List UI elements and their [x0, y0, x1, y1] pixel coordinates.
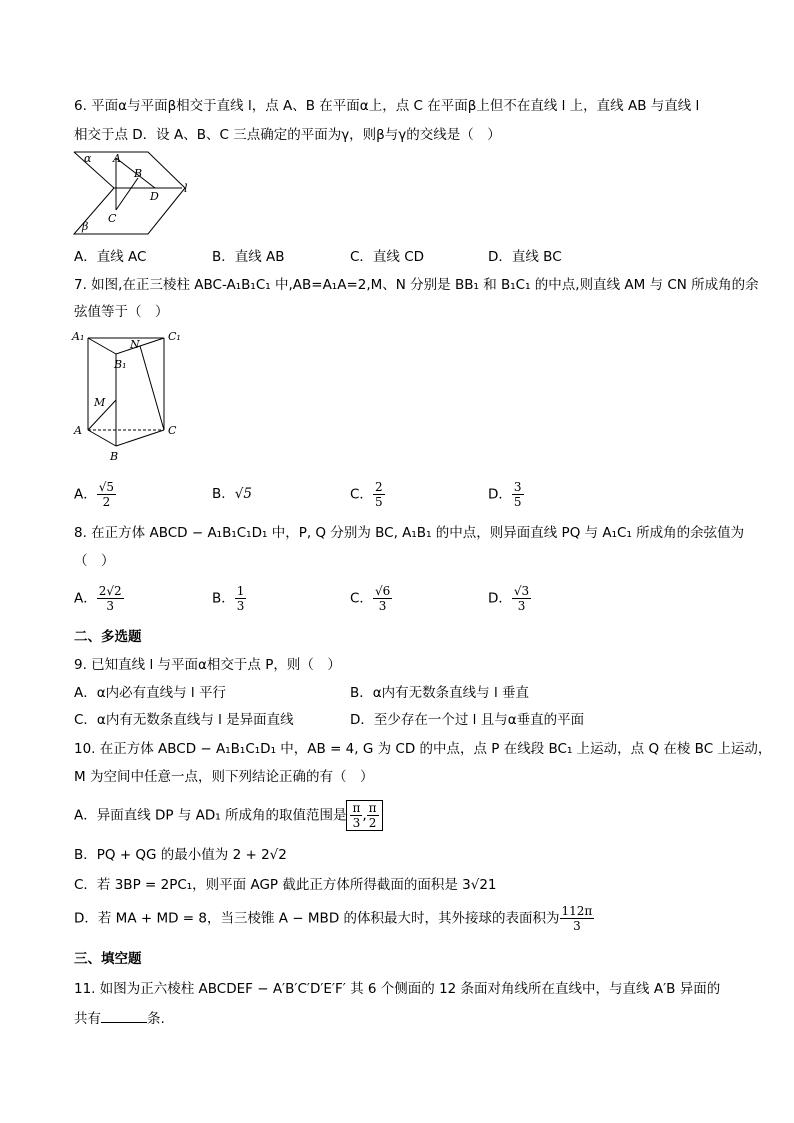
q8-option-a: A． $\frac{2√2}{3}$ — [74, 584, 122, 613]
label-l: l — [184, 182, 188, 195]
label-A: A — [74, 424, 82, 437]
q10-option-b: B．PQ + QG 的最小值为 2 + 2√2 — [74, 847, 287, 863]
q7-option-d: D． $\frac{3}{5}$ — [488, 480, 522, 509]
answer-blank[interactable] — [101, 1008, 147, 1023]
q8-stem-line1: 8. 在正方体 ABCD − A₁B₁C₁D₁ 中，P, Q 分别为 BC, A₁B₁ 的中点，则异面直线 PQ 与 A₁C₁ 所成角的余弦值为 — [74, 525, 745, 541]
interval-bracket: $\frac{\pi}{3}$ , $\frac{\pi}{2}$ — [346, 800, 382, 831]
section-heading-multiple-choice: 二、多选题 — [74, 629, 142, 645]
q6-stem-line2: 相交于点 D．设 A、B、C 三点确定的平面为γ，则β与γ的交线是（ ） — [74, 127, 501, 143]
q10-stem-line1: 10. 在正方体 ABCD − A₁B₁C₁D₁ 中，AB = 4, G 为 CD 的中点，点 P 在线段 BC₁ 上运动，点 Q 在棱 BC 上运动， — [74, 741, 772, 757]
label-C1: C₁ — [168, 330, 181, 343]
q6-stem-line1: 6. 平面α与平面β相交于直线 l，点 A、B 在平面α上，点 C 在平面β上但不在直线 l 上，直线 AB 与直线 l — [74, 98, 700, 114]
label-C: C — [108, 212, 117, 225]
q11-stem-line1: 11. 如图为正六棱柱 ABCDEF − A′B′C′D′E′F′ 其 6 个侧面的 12 条面对角线所在直线中，与直线 A′B 异面的 — [74, 981, 721, 997]
section-heading-fill-in: 三、填空题 — [74, 951, 142, 967]
q9-option-a: A．α内必有直线与 l 平行 — [74, 685, 226, 701]
q8-option-c: C． $\frac{√6}{3}$ — [350, 584, 391, 613]
q7-option-b: B．√5 — [212, 486, 252, 502]
q9-option-b: B．α内有无数条直线与 l 垂直 — [350, 685, 529, 701]
label-beta: β — [82, 220, 89, 233]
label-B1: B₁ — [114, 358, 127, 371]
q9-option-c: C．α内有无数条直线与 l 是异面直线 — [74, 712, 294, 728]
q7-stem-line2: 弦值等于（ ） — [74, 304, 169, 320]
q10-stem-line2: M 为空间中任意一点，则下列结论正确的有（ ） — [74, 769, 374, 785]
q10-option-c: C．若 3BP = 2PC₁，则平面 AGP 截此正方体所得截面的面积是 3√21 — [74, 877, 497, 893]
label-M: M — [94, 396, 106, 409]
q10-option-d: D．若 MA + MD = 8，当三棱锥 A − MBD 的体积最大时，其外接球的表面积为 $\frac{112\pi}{3}$ — [74, 904, 593, 933]
q9-option-d: D．至少存在一个过 l 且与α垂直的平面 — [350, 712, 585, 728]
label-A1: A₁ — [72, 330, 85, 343]
label-D: D — [150, 190, 159, 203]
label-C: C — [168, 424, 177, 437]
q8-option-d: D． $\frac{√3}{3}$ — [488, 584, 530, 613]
q7-option-c: C． $\frac{2}{5}$ — [350, 480, 383, 509]
q6-option-c: C．直线 CD — [350, 249, 425, 265]
q6-option-d: D．直线 BC — [488, 249, 562, 265]
q8-stem-line2: （ ） — [74, 553, 115, 569]
label-B: B — [134, 167, 143, 180]
q7-figure — [70, 326, 190, 466]
label-alpha: α — [84, 152, 92, 165]
q8-option-b: B． $\frac{1}{3}$ — [212, 584, 245, 613]
q6-option-a: A．直线 AC — [74, 249, 147, 265]
q6-figure — [70, 150, 200, 240]
label-B: B — [110, 450, 119, 463]
q7-stem-line1: 7. 如图,在正三棱柱 ABC-A₁B₁C₁ 中,AB=A₁A=2,M、N 分别是 BB₁ 和 B₁C₁ 的中点,则直线 AM 与 CN 所成角的余 — [74, 277, 759, 293]
q11-stem-line2: 共有 条. — [74, 1008, 165, 1028]
q10-option-a: A．异面直线 DP 与 AD₁ 所成角的取值范围是 $\frac{\pi}{3}$ , $\frac{\pi}{2}$ — [74, 800, 383, 831]
label-A: A — [113, 152, 121, 165]
label-N: N — [130, 338, 140, 351]
q7-option-a: A． $\frac{√5}{2}$ — [74, 480, 115, 509]
q9-stem: 9. 已知直线 l 与平面α相交于点 P，则（ ） — [74, 657, 341, 673]
q6-option-b: B．直线 AB — [212, 249, 285, 265]
